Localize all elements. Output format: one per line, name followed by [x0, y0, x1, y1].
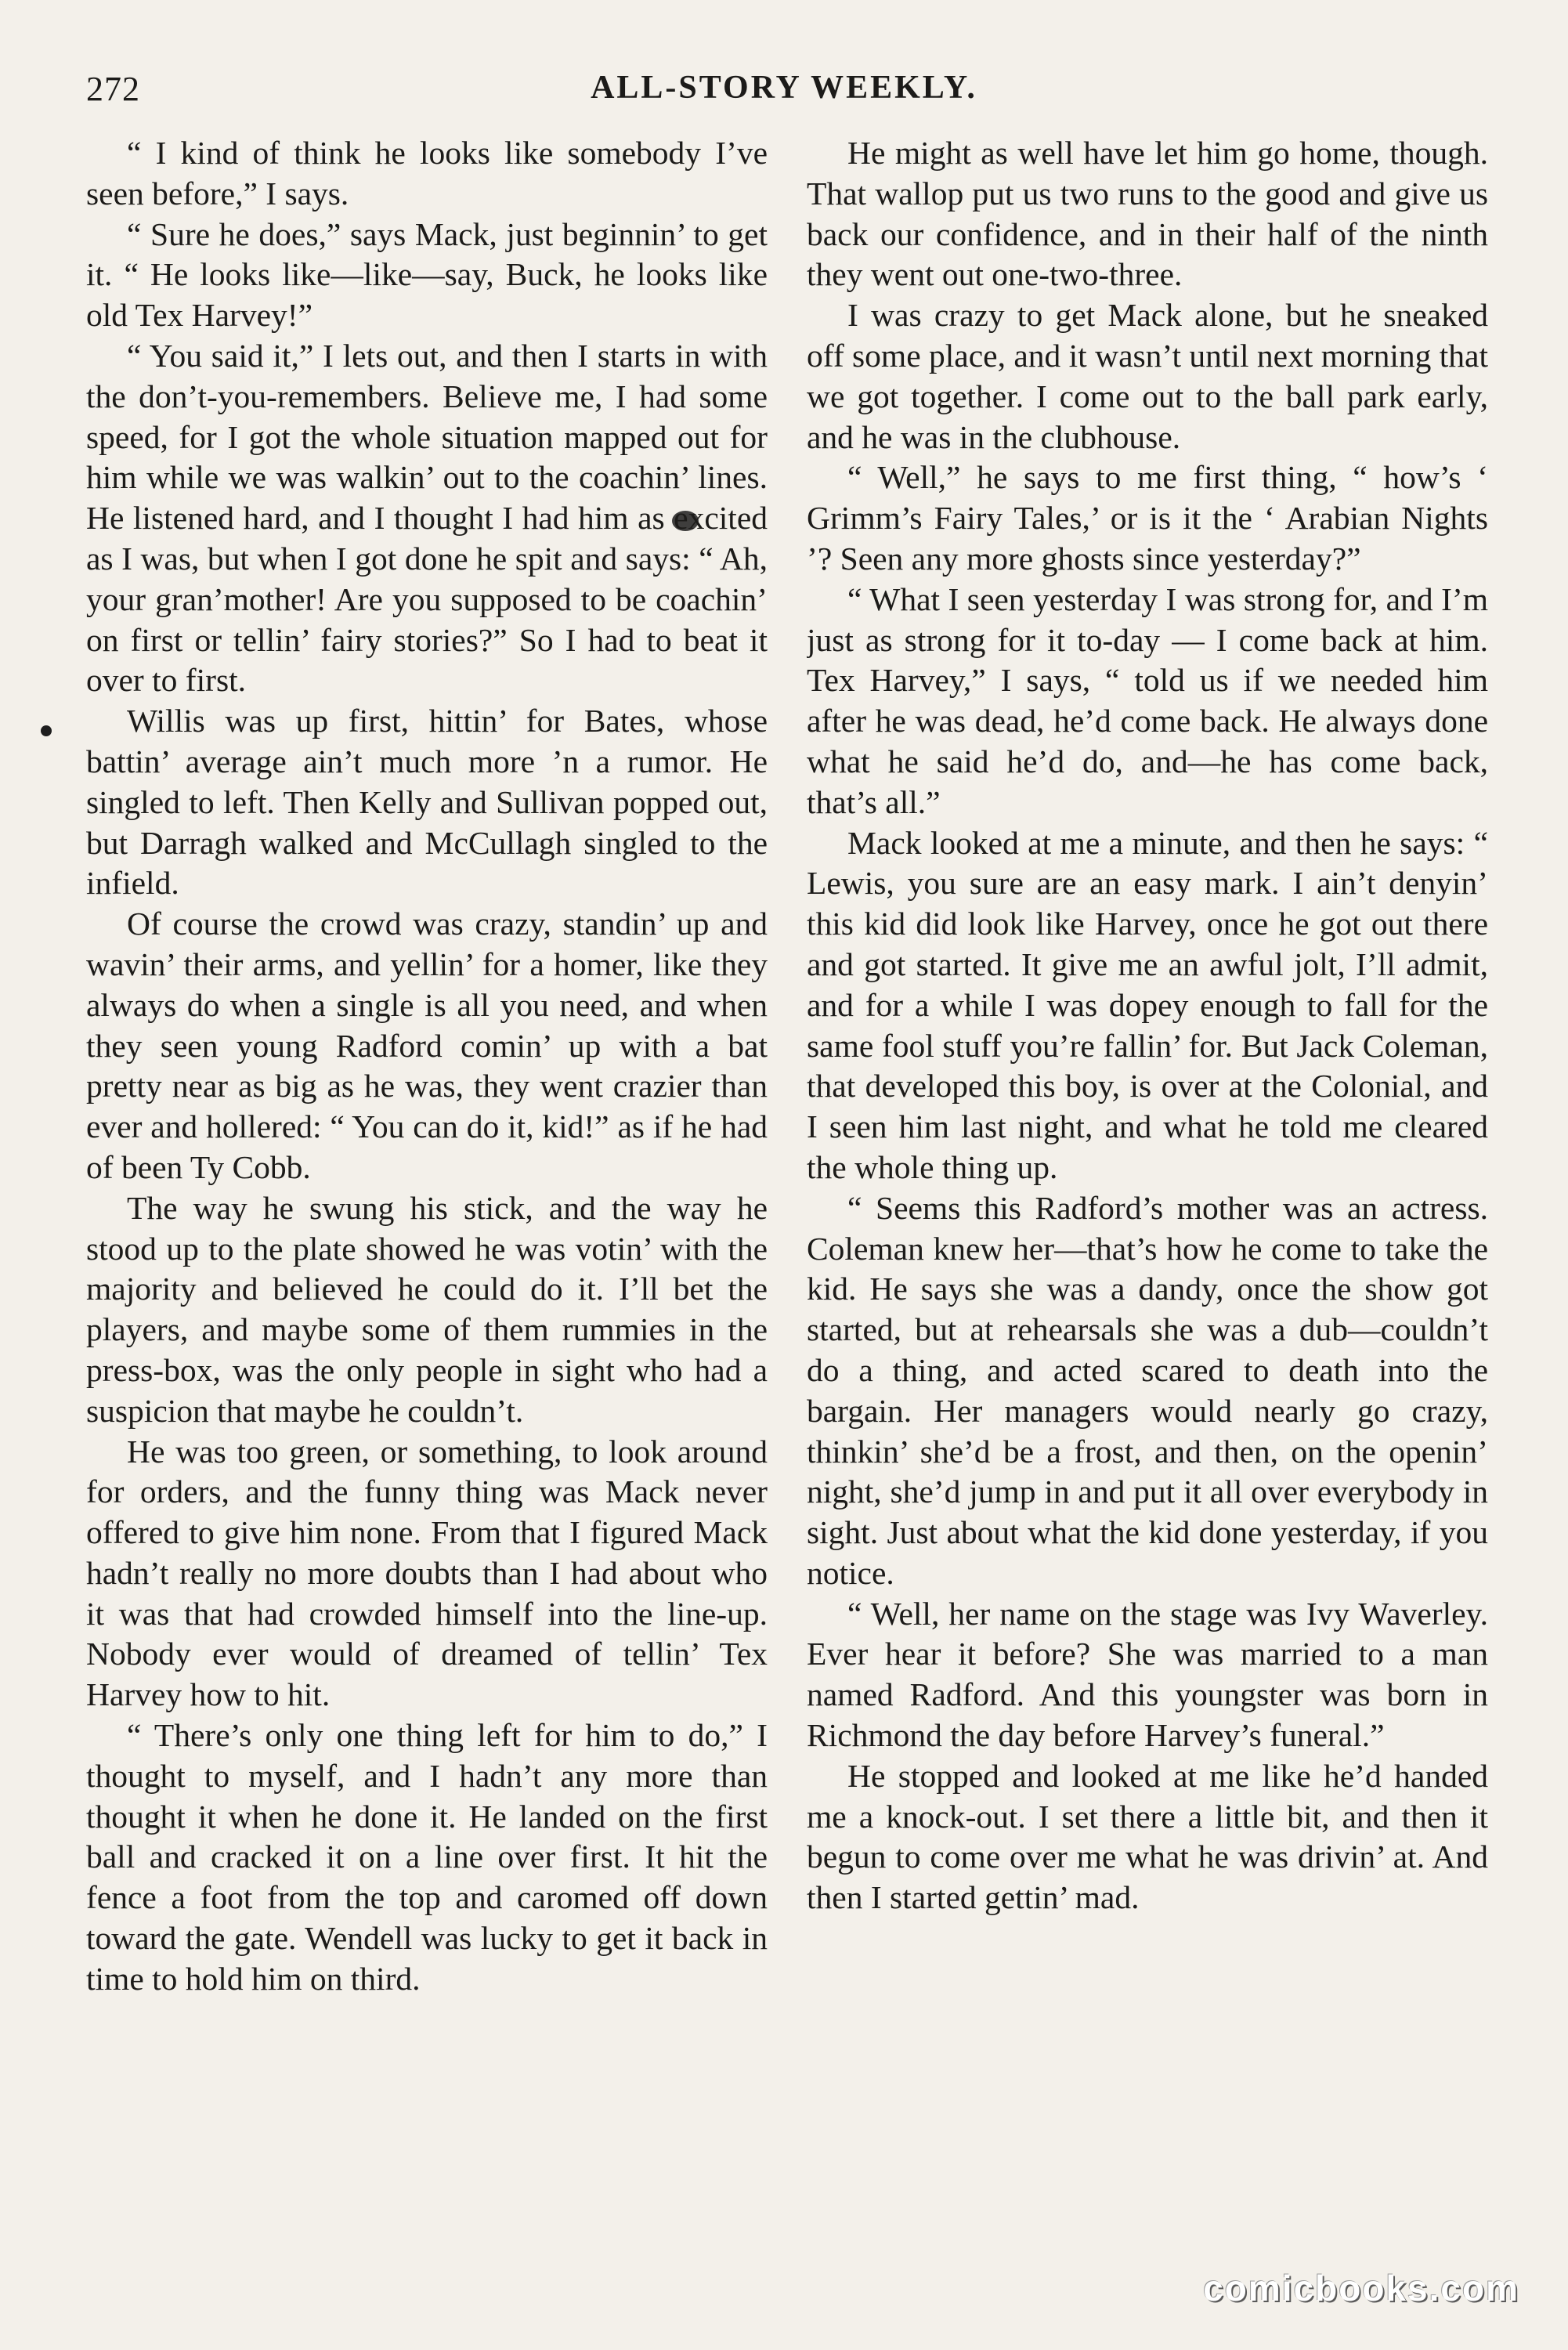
paragraph: “ You said it,” I lets out, and then I starts in with the don’t-you-remembers. Believe me, I had some speed, for I got the whole situation mapped out for him while we was walkin’ out to the coachin’ lines. He listened hard, and I thought I had him as excited as I was, but when I got done he spit and says: “ Ah, your gran’mother! Are you supposed to be coachin’ on first or tellin’ fairy stories?” So I had to beat it over to first. — [86, 337, 768, 699]
right-column — [807, 133, 1488, 2264]
paragraph: “ Well,” he says to me first thing, “ how’s ‘ Grimm’s Fairy Tales,’ or is it the ‘ Arabian Nights ’? Seen any more ghosts since yesterday?” — [807, 459, 1488, 577]
running-title: ALL-STORY WEEKLY. — [591, 70, 977, 106]
paragraph: “ Well, her name on the stage was Ivy Waverley. Ever hear it before? She was married to a man named Radford. And this youngster was born in Richmond the day before Harvey’s funeral.” — [807, 1595, 1488, 1754]
paragraph: The way he swung his stick, and the way he stood up to the plate showed he was votin’ with the majority and believed he could do it. I’ll bet the players, and maybe some of them rummies in the press-box, was the only people in sight who had a suspicion that maybe he couldn’t. — [86, 1189, 768, 1429]
paragraph: “ Sure he does,” says Mack, just beginnin’ to get it. “ He looks like—like—say, Buck, he looks like old Tex Harvey!” — [86, 215, 768, 334]
paragraph: I was crazy to get Mack alone, but he sneaked off some place, and it wasn’t until next morning that we got together. I come out to the ball park early, and he was in the clubhouse. — [807, 297, 1488, 455]
text-columns — [86, 133, 1488, 2264]
paragraph: He stopped and looked at me like he’d handed me a knock-out. I set there a little bit, and then it begun to come over me what he was drivin’ at. And then I started gettin’ mad. — [807, 1757, 1488, 1916]
left-column — [86, 133, 768, 2264]
page-number: 272 — [86, 70, 140, 108]
margin-ink-dot — [41, 725, 52, 736]
paragraph: “ What I seen yesterday I was strong for, and I’m just as strong for it to-day — I come back at him. Tex Harvey,” I says, “ told us if we needed him after he was dead, he’d come back. He always done what he said he’d do, and—he has come back, that’s all.” — [807, 580, 1488, 820]
paragraph: He was too green, or something, to look around for orders, and the funny thing was Mack never offered to give him none. From that I figured Mack hadn’t really no more doubts than I had about who it was that had crowded himself into the line-up. Nobody ever would of dreamed of tellin’ Tex Harvey how to hit. — [86, 1433, 768, 1713]
paragraph: “ There’s only one thing left for him to do,” I thought to myself, and I hadn’t any more than thought it when he done it. He landed on the first ball and cracked it on a line over first. It hit the fence a foot from the top and caromed off down toward the gate. Wendell was lucky to get it back in time to hold him on third. — [86, 1717, 768, 1997]
paragraph: Mack looked at me a minute, and then he says: “ Lewis, you sure are an easy mark. I ain’t denyin’ this kid did look like Harvey, once he got out there and got started. It give me an awful jolt, I’ll admit, and for a while I was dopey enough to fall for the same fool stuff you’re fallin’ for. But Jack Coleman, that developed this boy, is over at the Colonial, and I seen him last night, and what he told me cleared the whole thing up. — [807, 824, 1488, 1185]
paragraph: “ Seems this Radford’s mother was an actress. Coleman knew her—that’s how he come to take the kid. He says she was a dandy, once the show got started, but at rehearsals she was a dub—couldn’t do a thing, and acted scared to death into the bargain. Her managers would nearly go crazy, thinkin’ she’d be a frost, and then, on the openin’ night, she’d jump in and put it all over everybody in sight. Just about what the kid done yesterday, if you notice. — [807, 1189, 1488, 1591]
paragraph: Of course the crowd was crazy, standin’ up and wavin’ their arms, and yellin’ for a homer, like they always do when a single is all you need, and when they seen young Radford comin’ up with a bat pretty near as big as he was, they went crazier than ever and hollered: “ You can do it, kid!” as if he had of been Ty Cobb. — [86, 906, 768, 1185]
paragraph: Willis was up first, hittin’ for Bates, whose battin’ average ain’t much more ’n a rumor. He singled to left. Then Kelly and Sullivan popped out, but Darragh walked and McCullagh singled to the infield. — [86, 703, 768, 902]
paragraph: He might as well have let him go home, though. That wallop put us two runs to the good and give us back our confidence, and in their half of the ninth they went out one-two-three. — [807, 135, 1488, 293]
page-header — [0, 63, 1568, 125]
watermark-logo: comicbooks.com — [1203, 2268, 1519, 2308]
paragraph: “ I kind of think he looks like somebody I’ve seen before,” I says. — [86, 135, 768, 212]
